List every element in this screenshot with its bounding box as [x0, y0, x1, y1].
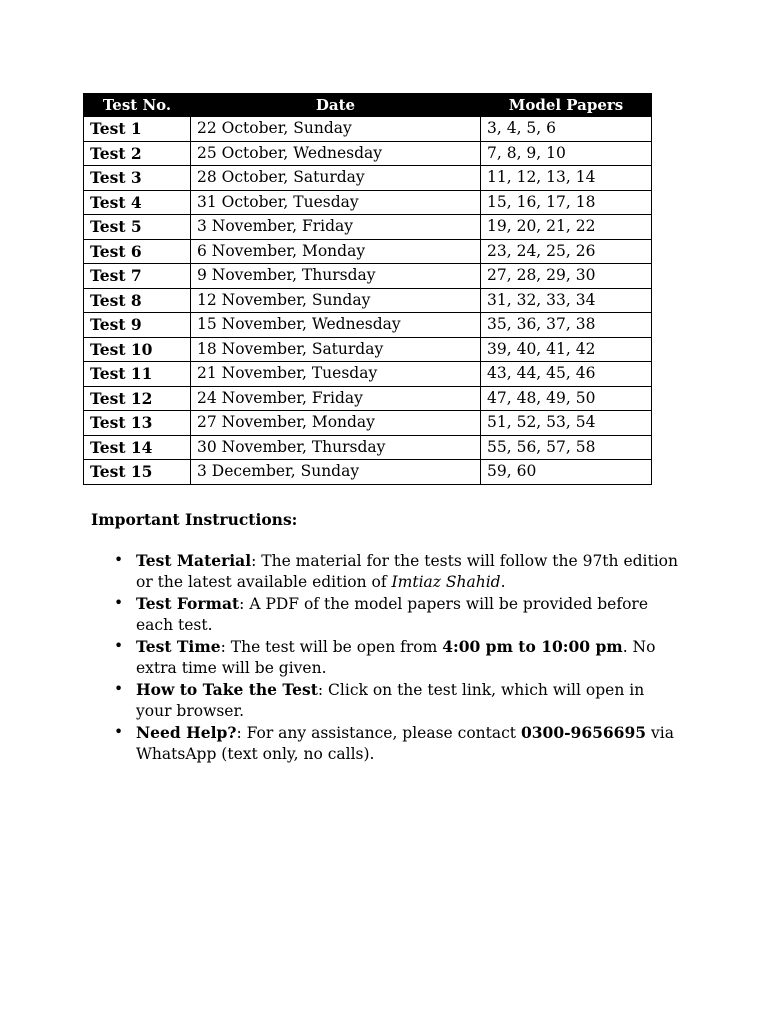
test-schedule-table: [83, 93, 652, 485]
table-row: [84, 362, 652, 387]
model-papers-cell: 31, 32, 33, 34: [481, 288, 652, 313]
bullet-icon: •: [114, 594, 124, 612]
column-header-date: Date: [191, 94, 481, 117]
model-papers-cell: 51, 52, 53, 54: [481, 411, 652, 436]
table-header-row: [84, 94, 652, 117]
model-papers-cell: 39, 40, 41, 42: [481, 337, 652, 362]
column-header-test-no: Test No.: [84, 94, 191, 117]
instruction-text: : For any assistance, please contact: [236, 724, 521, 742]
instructions-list: [114, 550, 681, 765]
test-no-cell: Test 15: [84, 460, 191, 485]
instruction-item-need-help: [114, 722, 681, 765]
test-no-cell: Test 5: [84, 215, 191, 240]
date-cell: 22 October, Sunday: [191, 117, 481, 142]
model-papers-cell: 11, 12, 13, 14: [481, 166, 652, 191]
table-row: [84, 117, 652, 142]
model-papers-cell: 23, 24, 25, 26: [481, 239, 652, 264]
table-row: [84, 288, 652, 313]
table-row: [84, 141, 652, 166]
table-row: [84, 239, 652, 264]
table-row: [84, 337, 652, 362]
table-row: [84, 435, 652, 460]
instruction-label: Test Material: [136, 551, 252, 570]
table-row: [84, 215, 652, 240]
bullet-icon: •: [114, 723, 124, 741]
date-cell: 9 November, Thursday: [191, 264, 481, 289]
bullet-icon: •: [114, 680, 124, 698]
table-row: [84, 411, 652, 436]
date-cell: 6 November, Monday: [191, 239, 481, 264]
instruction-text: : The material for the tests will follow the 97th edition or the latest available edition of: [136, 552, 678, 591]
test-no-cell: Test 2: [84, 141, 191, 166]
model-papers-cell: 43, 44, 45, 46: [481, 362, 652, 387]
model-papers-cell: 19, 20, 21, 22: [481, 215, 652, 240]
model-papers-cell: 7, 8, 9, 10: [481, 141, 652, 166]
date-cell: 31 October, Tuesday: [191, 190, 481, 215]
test-no-cell: Test 13: [84, 411, 191, 436]
test-no-cell: Test 9: [84, 313, 191, 338]
table-row: [84, 190, 652, 215]
table-body: [84, 117, 652, 485]
test-no-cell: Test 14: [84, 435, 191, 460]
model-papers-cell: 47, 48, 49, 50: [481, 386, 652, 411]
instruction-item-test-time: [114, 636, 681, 679]
bullet-icon: •: [114, 637, 124, 655]
test-no-cell: Test 1: [84, 117, 191, 142]
date-cell: 15 November, Wednesday: [191, 313, 481, 338]
instruction-label: Test Time: [136, 637, 221, 656]
date-cell: 3 December, Sunday: [191, 460, 481, 485]
instruction-text: via WhatsApp (text only, no calls).: [136, 724, 674, 763]
test-no-cell: Test 10: [84, 337, 191, 362]
model-papers-cell: 27, 28, 29, 30: [481, 264, 652, 289]
instruction-item-test-format: [114, 593, 681, 636]
instruction-item-how-to-take: [114, 679, 681, 722]
instruction-label: Test Format: [136, 594, 240, 613]
instruction-label: How to Take the Test: [136, 680, 318, 699]
test-no-cell: Test 7: [84, 264, 191, 289]
instruction-item-test-material: [114, 550, 681, 593]
model-papers-cell: 35, 36, 37, 38: [481, 313, 652, 338]
instructions-heading: Important Instructions:: [91, 510, 298, 529]
bullet-icon: •: [114, 551, 124, 569]
instruction-text: .: [500, 573, 506, 591]
table-row: [84, 386, 652, 411]
date-cell: 3 November, Friday: [191, 215, 481, 240]
book-title: Imtiaz Shahid: [391, 573, 501, 591]
test-no-cell: Test 4: [84, 190, 191, 215]
date-cell: 18 November, Saturday: [191, 337, 481, 362]
test-no-cell: Test 11: [84, 362, 191, 387]
model-papers-cell: 3, 4, 5, 6: [481, 117, 652, 142]
instruction-text: : The test will be open from: [220, 638, 443, 656]
table-row: [84, 460, 652, 485]
contact-phone-number: 0300-9656695: [520, 723, 647, 742]
instruction-text: : A PDF of the model papers will be provided before each test.: [136, 595, 648, 634]
date-cell: 28 October, Saturday: [191, 166, 481, 191]
instruction-text: . No extra time will be given.: [136, 638, 656, 677]
test-time-window: 4:00 pm to 10:00 pm: [442, 637, 623, 656]
date-cell: 12 November, Sunday: [191, 288, 481, 313]
table-row: [84, 166, 652, 191]
table-row: [84, 264, 652, 289]
date-cell: 25 October, Wednesday: [191, 141, 481, 166]
instruction-text: : Click on the test link, which will open in your browser.: [136, 681, 645, 720]
test-no-cell: Test 3: [84, 166, 191, 191]
date-cell: 27 November, Monday: [191, 411, 481, 436]
model-papers-cell: 15, 16, 17, 18: [481, 190, 652, 215]
column-header-model-papers: Model Papers: [481, 94, 652, 117]
model-papers-cell: 59, 60: [481, 460, 652, 485]
date-cell: 30 November, Thursday: [191, 435, 481, 460]
test-no-cell: Test 6: [84, 239, 191, 264]
date-cell: 24 November, Friday: [191, 386, 481, 411]
test-no-cell: Test 12: [84, 386, 191, 411]
instruction-label: Need Help?: [136, 723, 237, 742]
table-row: [84, 313, 652, 338]
model-papers-cell: 55, 56, 57, 58: [481, 435, 652, 460]
date-cell: 21 November, Tuesday: [191, 362, 481, 387]
test-no-cell: Test 8: [84, 288, 191, 313]
